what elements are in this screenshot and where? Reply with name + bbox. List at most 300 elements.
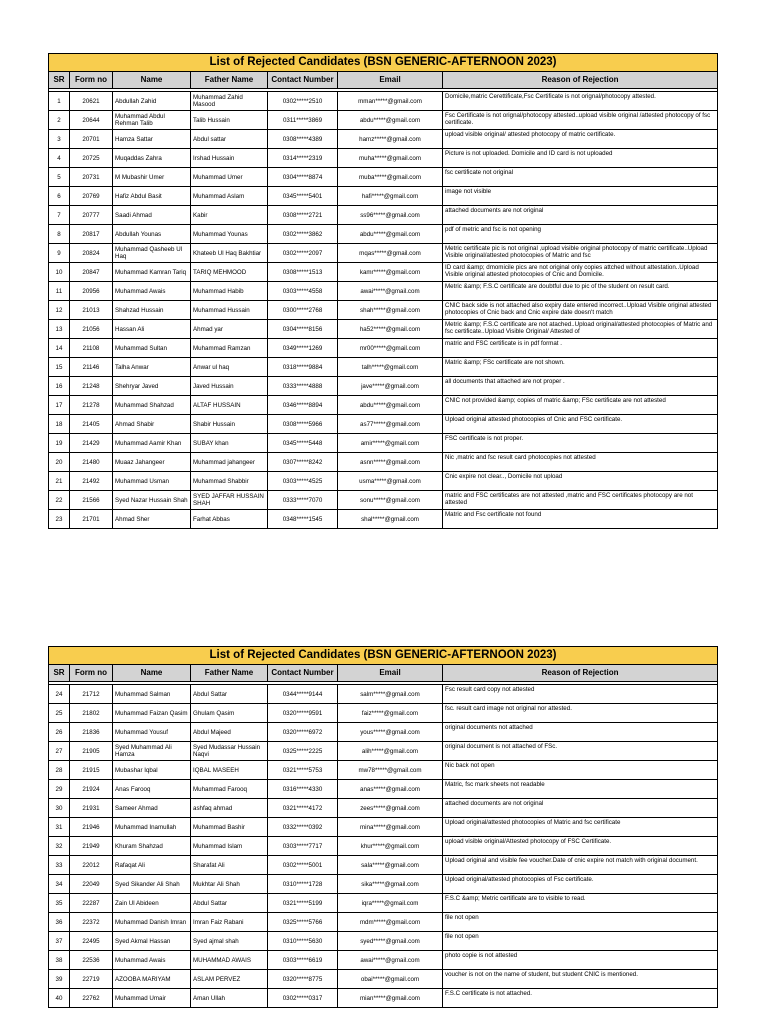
cell-father-name: Javed Hussain [191,377,268,396]
cell-reason: F.S.C certificate is not attached. [443,989,718,1008]
table-row [49,111,718,130]
cell-form-no: 21405 [70,415,113,434]
cell-name: Talha Anwar [113,358,191,377]
cell-contact: 0345*****5401 [268,187,338,206]
table-row [49,894,718,913]
table-row [49,92,718,111]
cell-sr: 13 [49,320,70,339]
cell-reason: Matric &amp; FSc certificate are not shown. [443,358,718,377]
cell-reason: Metric &amp; F.S.C certificate are doubtful due to pic of the student on result card. [443,282,718,301]
cell-reason: Upload original and visible fee voucher.Date of cnic expire not match with original document. [443,856,718,875]
cell-contact: 0308*****4389 [268,130,338,149]
cell-reason: Upload original/attested photocopies of Matric and fsc certificate [443,818,718,837]
cell-name: Hamza Sattar [113,130,191,149]
table-row [49,130,718,149]
cell-reason: Fsc Certificate is not orignal/photocopy attested..upload visible original /attested photocopy of fsc certificate. [443,111,718,130]
cell-contact: 0333*****4888 [268,377,338,396]
cell-name: Hafiz Abdul Basit [113,187,191,206]
cell-sr: 16 [49,377,70,396]
header-father-name: Father Name [191,72,268,89]
cell-sr: 20 [49,453,70,472]
rejected-candidates-table [48,646,718,1008]
cell-name: Muhammad Abdul Rehman Talib [113,111,191,130]
table-row [49,168,718,187]
cell-contact: 0308*****2721 [268,206,338,225]
cell-name: Rafaqat Ali [113,856,191,875]
cell-form-no: 21946 [70,818,113,837]
header-father-name: Father Name [191,665,268,682]
cell-name: Hassan Ali [113,320,191,339]
cell-sr: 2 [49,111,70,130]
table-row [49,818,718,837]
cell-form-no: 21278 [70,396,113,415]
cell-email: as77*****@gmail.com [338,415,443,434]
cell-father-name: Kabir [191,206,268,225]
cell-reason: attached documents are not original [443,206,718,225]
cell-name: Shahzad Hussain [113,301,191,320]
cell-contact: 0325*****2225 [268,742,338,761]
cell-name: Muhammad Danish Imran [113,913,191,932]
cell-father-name: Muhammad Aslam [191,187,268,206]
cell-contact: 0303*****6619 [268,951,338,970]
cell-form-no: 20725 [70,149,113,168]
cell-father-name: Syed ajmal shah [191,932,268,951]
rejected-candidates-sheet-2 [48,646,717,1008]
cell-contact: 0302*****2097 [268,244,338,263]
table-row [49,396,718,415]
header-form-no: Form no [70,665,113,682]
table-row [49,970,718,989]
cell-contact: 0300*****2768 [268,301,338,320]
cell-sr: 34 [49,875,70,894]
cell-email: awai*****@gmail.com [338,282,443,301]
header-sr: SR [49,665,70,682]
cell-form-no: 21108 [70,339,113,358]
cell-father-name: Anwar ul haq [191,358,268,377]
cell-email: hafi*****@gmail.com [338,187,443,206]
cell-name: Ahmad Sher [113,510,191,529]
cell-form-no: 21566 [70,491,113,510]
cell-form-no: 21949 [70,837,113,856]
cell-contact: 0348*****1545 [268,510,338,529]
cell-email: sonu*****@gmail.com [338,491,443,510]
cell-email: mina*****@gmail.com [338,818,443,837]
cell-email: faiz*****@gmail.com [338,704,443,723]
table-row [49,301,718,320]
cell-form-no: 21905 [70,742,113,761]
cell-contact: 0321*****5199 [268,894,338,913]
cell-name: Muhammad Inamullah [113,818,191,837]
cell-email: hamz*****@gmail.com [338,130,443,149]
cell-email: mr00*****@gmail.com [338,339,443,358]
table-title: List of Rejected Candidates (BSN GENERIC-AFTERNOON 2023) [49,647,718,665]
cell-sr: 14 [49,339,70,358]
cell-contact: 0302*****3862 [268,225,338,244]
cell-name: Zain Ul Abideen [113,894,191,913]
header-sr: SR [49,72,70,89]
cell-email: asnn*****@gmail.com [338,453,443,472]
table-row [49,282,718,301]
table-row [49,187,718,206]
cell-father-name: Abdul Majeed [191,723,268,742]
cell-reason: F.S.C &amp; Metric certificate are to visible to read. [443,894,718,913]
cell-contact: 0303*****7717 [268,837,338,856]
cell-email: mman*****@gmail.com [338,92,443,111]
cell-name: Muhammad Umair [113,989,191,1008]
cell-father-name: Muhammad Bashir [191,818,268,837]
cell-name: Syed Sikander Ali Shah [113,875,191,894]
cell-name: Muhammad Yousuf [113,723,191,742]
cell-sr: 21 [49,472,70,491]
cell-contact: 0325*****5766 [268,913,338,932]
cell-name: Abdullah Zahid [113,92,191,111]
cell-name: Muhammad Qasheeb Ul Haq [113,244,191,263]
cell-reason: image not visible [443,187,718,206]
cell-email: ha52*****@gmail.com [338,320,443,339]
cell-contact: 0320*****8775 [268,970,338,989]
cell-form-no: 21931 [70,799,113,818]
cell-reason: pdf of metric and fsc is not opening [443,225,718,244]
cell-email: yous*****@gmail.com [338,723,443,742]
table-row [49,913,718,932]
cell-reason: fsc certificate not original [443,168,718,187]
cell-reason: FSC certificate is not proper. [443,434,718,453]
header-reason: Reason of Rejection [443,72,718,89]
table-row [49,453,718,472]
cell-name: Muhammad Kamran Tariq [113,263,191,282]
header-contact: Contact Number [268,665,338,682]
header-form-no: Form no [70,72,113,89]
header-name: Name [113,665,191,682]
cell-email: talh*****@gmail.com [338,358,443,377]
cell-sr: 1 [49,92,70,111]
cell-sr: 30 [49,799,70,818]
cell-sr: 5 [49,168,70,187]
cell-email: abdu*****@gmail.com [338,111,443,130]
cell-father-name: Muhammad jahangeer [191,453,268,472]
cell-father-name: ALTAF HUSSAIN [191,396,268,415]
cell-form-no: 21056 [70,320,113,339]
cell-form-no: 20644 [70,111,113,130]
cell-reason: Domicile,matric Cerettificate,Fsc Certificate is not orignal/photocopy attested. [443,92,718,111]
cell-father-name: Abdul Sattar [191,685,268,704]
cell-contact: 0318*****9884 [268,358,338,377]
cell-reason: Upload original attested photocopies of Cnic and FSC certificate. [443,415,718,434]
cell-reason: Matric, fsc mark sheets not readable [443,780,718,799]
cell-father-name: Mukhtar Ali Shah [191,875,268,894]
cell-father-name: Shabir Hussain [191,415,268,434]
cell-reason: voucher is not on the name of student, but student CNIC is mentioned. [443,970,718,989]
cell-father-name: Syed Mudassar Hussain Naqvi [191,742,268,761]
cell-name: Muhammad Awais [113,282,191,301]
cell-form-no: 22372 [70,913,113,932]
header-row [49,665,718,682]
cell-name: Abdullah Younas [113,225,191,244]
cell-reason: file not open [443,932,718,951]
cell-email: iqra*****@gmail.com [338,894,443,913]
table-row [49,377,718,396]
cell-sr: 4 [49,149,70,168]
cell-sr: 35 [49,894,70,913]
cell-form-no: 20777 [70,206,113,225]
cell-contact: 0302*****5001 [268,856,338,875]
cell-reason: Nic back not open [443,761,718,780]
table-row [49,932,718,951]
cell-form-no: 21492 [70,472,113,491]
cell-reason: original documents not attached [443,723,718,742]
cell-contact: 0332*****0392 [268,818,338,837]
table-row [49,875,718,894]
cell-sr: 6 [49,187,70,206]
table-row [49,761,718,780]
table-row [49,434,718,453]
cell-email: mian*****@gmail.com [338,989,443,1008]
cell-form-no: 22049 [70,875,113,894]
cell-sr: 37 [49,932,70,951]
table-row [49,263,718,282]
cell-sr: 17 [49,396,70,415]
cell-father-name: Abdul Sattar [191,894,268,913]
cell-sr: 39 [49,970,70,989]
cell-email: shal*****@gmail.com [338,510,443,529]
cell-contact: 0321*****5753 [268,761,338,780]
cell-father-name: Muhammad Islam [191,837,268,856]
cell-sr: 22 [49,491,70,510]
cell-email: abdu*****@gmail.com [338,225,443,244]
cell-sr: 8 [49,225,70,244]
cell-form-no: 22012 [70,856,113,875]
cell-contact: 0310*****1728 [268,875,338,894]
table-row [49,244,718,263]
cell-sr: 25 [49,704,70,723]
cell-form-no: 22536 [70,951,113,970]
cell-father-name: Irshad Hussain [191,149,268,168]
cell-contact: 0333*****7070 [268,491,338,510]
table-body [49,685,718,1008]
cell-name: AZOOBA MARIYAM [113,970,191,989]
table-row [49,989,718,1008]
cell-sr: 24 [49,685,70,704]
cell-father-name: SYED JAFFAR HUSSAIN SHAH [191,491,268,510]
cell-name: Syed Muhammad Ali Hamza [113,742,191,761]
cell-reason: matric and FSC certificates are not attested ,matric and FSC certificates photocopy are not attested [443,491,718,510]
cell-email: alih*****@gmail.com [338,742,443,761]
cell-name: Anas Farooq [113,780,191,799]
cell-sr: 27 [49,742,70,761]
cell-reason: Metric certificate pic is not original ,upload visible original photocopy of matric certificate..Upload Visible original/attested photocopies of Matric and fsc [443,244,718,263]
cell-contact: 0304*****8874 [268,168,338,187]
cell-father-name: Imran Faiz Rabani [191,913,268,932]
cell-sr: 7 [49,206,70,225]
cell-form-no: 21013 [70,301,113,320]
cell-father-name: Talib Hussain [191,111,268,130]
cell-form-no: 21836 [70,723,113,742]
table-row [49,472,718,491]
cell-form-no: 21701 [70,510,113,529]
cell-form-no: 22287 [70,894,113,913]
header-email: Email [338,72,443,89]
cell-sr: 12 [49,301,70,320]
cell-father-name: Muhammad Umer [191,168,268,187]
cell-reason: all documents that attached are not proper . [443,377,718,396]
cell-father-name: Abdul sattar [191,130,268,149]
cell-contact: 0303*****4525 [268,472,338,491]
cell-form-no: 22495 [70,932,113,951]
cell-name: Muhammad Salman [113,685,191,704]
table-row [49,225,718,244]
rejected-candidates-table [48,53,718,529]
cell-sr: 11 [49,282,70,301]
cell-form-no: 21480 [70,453,113,472]
cell-form-no: 20817 [70,225,113,244]
cell-name: Muhammad Usman [113,472,191,491]
cell-form-no: 21915 [70,761,113,780]
cell-form-no: 21146 [70,358,113,377]
cell-reason: matric and FSC certificate is in pdf format . [443,339,718,358]
cell-email: salm*****@gmail.com [338,685,443,704]
cell-sr: 36 [49,913,70,932]
table-row [49,339,718,358]
cell-email: mw78*****@gmail.com [338,761,443,780]
cell-father-name: Sharafat Ali [191,856,268,875]
cell-sr: 33 [49,856,70,875]
cell-father-name: Ghulam Qasim [191,704,268,723]
cell-contact: 0308*****5966 [268,415,338,434]
table-row [49,704,718,723]
cell-name: Muhammad Awais [113,951,191,970]
cell-email: kamr*****@gmail.com [338,263,443,282]
cell-name: Muhammad Shahzad [113,396,191,415]
cell-father-name: Khateeb Ul Haq Bakhtiar [191,244,268,263]
cell-email: anas*****@gmail.com [338,780,443,799]
cell-form-no: 20956 [70,282,113,301]
table-row [49,415,718,434]
table-row [49,149,718,168]
cell-email: shah*****@gmail.com [338,301,443,320]
table-row [49,723,718,742]
cell-reason: Picture is not uploaded. Domicile and ID card is not uploaded [443,149,718,168]
cell-email: muha*****@gmail.com [338,149,443,168]
cell-contact: 0308*****1513 [268,263,338,282]
table-row [49,685,718,704]
cell-email: zees*****@gmail.com [338,799,443,818]
cell-father-name: Muhammad Farooq [191,780,268,799]
cell-name: Khuram Shahzad [113,837,191,856]
cell-name: Mubashar Iqbal [113,761,191,780]
table-row [49,320,718,339]
cell-sr: 40 [49,989,70,1008]
cell-contact: 0345*****5448 [268,434,338,453]
cell-email: mqas*****@gmail.com [338,244,443,263]
cell-sr: 15 [49,358,70,377]
header-reason: Reason of Rejection [443,665,718,682]
cell-father-name: SUBAY khan [191,434,268,453]
table-row [49,510,718,529]
cell-reason: Upload original/attested photocopies of Fsc certificate. [443,875,718,894]
cell-email: khur*****@gmail.com [338,837,443,856]
cell-contact: 0314*****2319 [268,149,338,168]
table-row [49,837,718,856]
cell-email: mdm*****@gmail.com [338,913,443,932]
cell-reason: file not open [443,913,718,932]
cell-form-no: 20847 [70,263,113,282]
table-body [49,92,718,529]
cell-father-name: ASLAM PERVEZ [191,970,268,989]
cell-sr: 28 [49,761,70,780]
cell-name: Syed Nazar Hussain Shah [113,491,191,510]
cell-contact: 0320*****9591 [268,704,338,723]
cell-form-no: 21712 [70,685,113,704]
cell-reason: Metric &amp; F.S.C certificate are not atached..Upload original/attested photocopies of Matric and fsc certificate..Upload Visible Original/ Attested of [443,320,718,339]
cell-sr: 18 [49,415,70,434]
cell-contact: 0307*****8242 [268,453,338,472]
cell-name: M Mubashir Umer [113,168,191,187]
cell-sr: 23 [49,510,70,529]
cell-contact: 0303*****4558 [268,282,338,301]
table-row [49,780,718,799]
cell-father-name: Muhammad Hussain [191,301,268,320]
cell-father-name: Muhammad Zahid Masood [191,92,268,111]
cell-reason: Matric and Fsc certificate not found [443,510,718,529]
cell-father-name: Aman Ullah [191,989,268,1008]
cell-form-no: 21429 [70,434,113,453]
header-contact: Contact Number [268,72,338,89]
cell-contact: 0344*****9144 [268,685,338,704]
cell-contact: 0302*****0317 [268,989,338,1008]
cell-father-name: Muhammad Younas [191,225,268,244]
cell-email: obai*****@gmail.com [338,970,443,989]
cell-email: abdu*****@gmail.com [338,396,443,415]
cell-father-name: IQBAL MASEEH [191,761,268,780]
cell-form-no: 21248 [70,377,113,396]
cell-contact: 0349*****1269 [268,339,338,358]
cell-form-no: 20769 [70,187,113,206]
cell-reason: CNIC not provided &amp; copies of matric &amp; FSc certificate are not attested [443,396,718,415]
cell-name: Muhammad Faizan Qasim [113,704,191,723]
cell-contact: 0316*****4330 [268,780,338,799]
table-row [49,206,718,225]
table-row [49,491,718,510]
cell-sr: 38 [49,951,70,970]
cell-reason: upload visible original/Attested photocopy of FSC Certificate. [443,837,718,856]
cell-email: sala*****@gmail.com [338,856,443,875]
header-name: Name [113,72,191,89]
cell-form-no: 21924 [70,780,113,799]
cell-email: jave*****@gmail.com [338,377,443,396]
cell-father-name: ashfaq ahmad [191,799,268,818]
cell-name: Muaaz Jahangeer [113,453,191,472]
cell-contact: 0304*****8156 [268,320,338,339]
cell-form-no: 20824 [70,244,113,263]
cell-email: usma*****@gmail.com [338,472,443,491]
table-row [49,951,718,970]
cell-contact: 0310*****5630 [268,932,338,951]
cell-reason: Fsc result card copy not attested [443,685,718,704]
cell-reason: CNIC back side is not attached also expiry date entered incorrect..Upload Visible original attested photocopies of Cnic back and Cnic expire date doesn't match [443,301,718,320]
cell-father-name: Farhat Abbas [191,510,268,529]
cell-name: Saadi Ahmad [113,206,191,225]
cell-form-no: 22762 [70,989,113,1008]
cell-name: Muqaddas Zahra [113,149,191,168]
cell-reason: ID card &amp; dmomicile pics are not original only copies attched without attestation..Upload Visible original attested photocopies of Cnic and Domicile. [443,263,718,282]
cell-reason: attached documents are not original [443,799,718,818]
cell-contact: 0320*****6972 [268,723,338,742]
cell-reason: upload visible original/ attested photocopy of matric certificate. [443,130,718,149]
cell-form-no: 21802 [70,704,113,723]
header-row [49,72,718,89]
cell-name: Sameer Ahmad [113,799,191,818]
header-email: Email [338,665,443,682]
